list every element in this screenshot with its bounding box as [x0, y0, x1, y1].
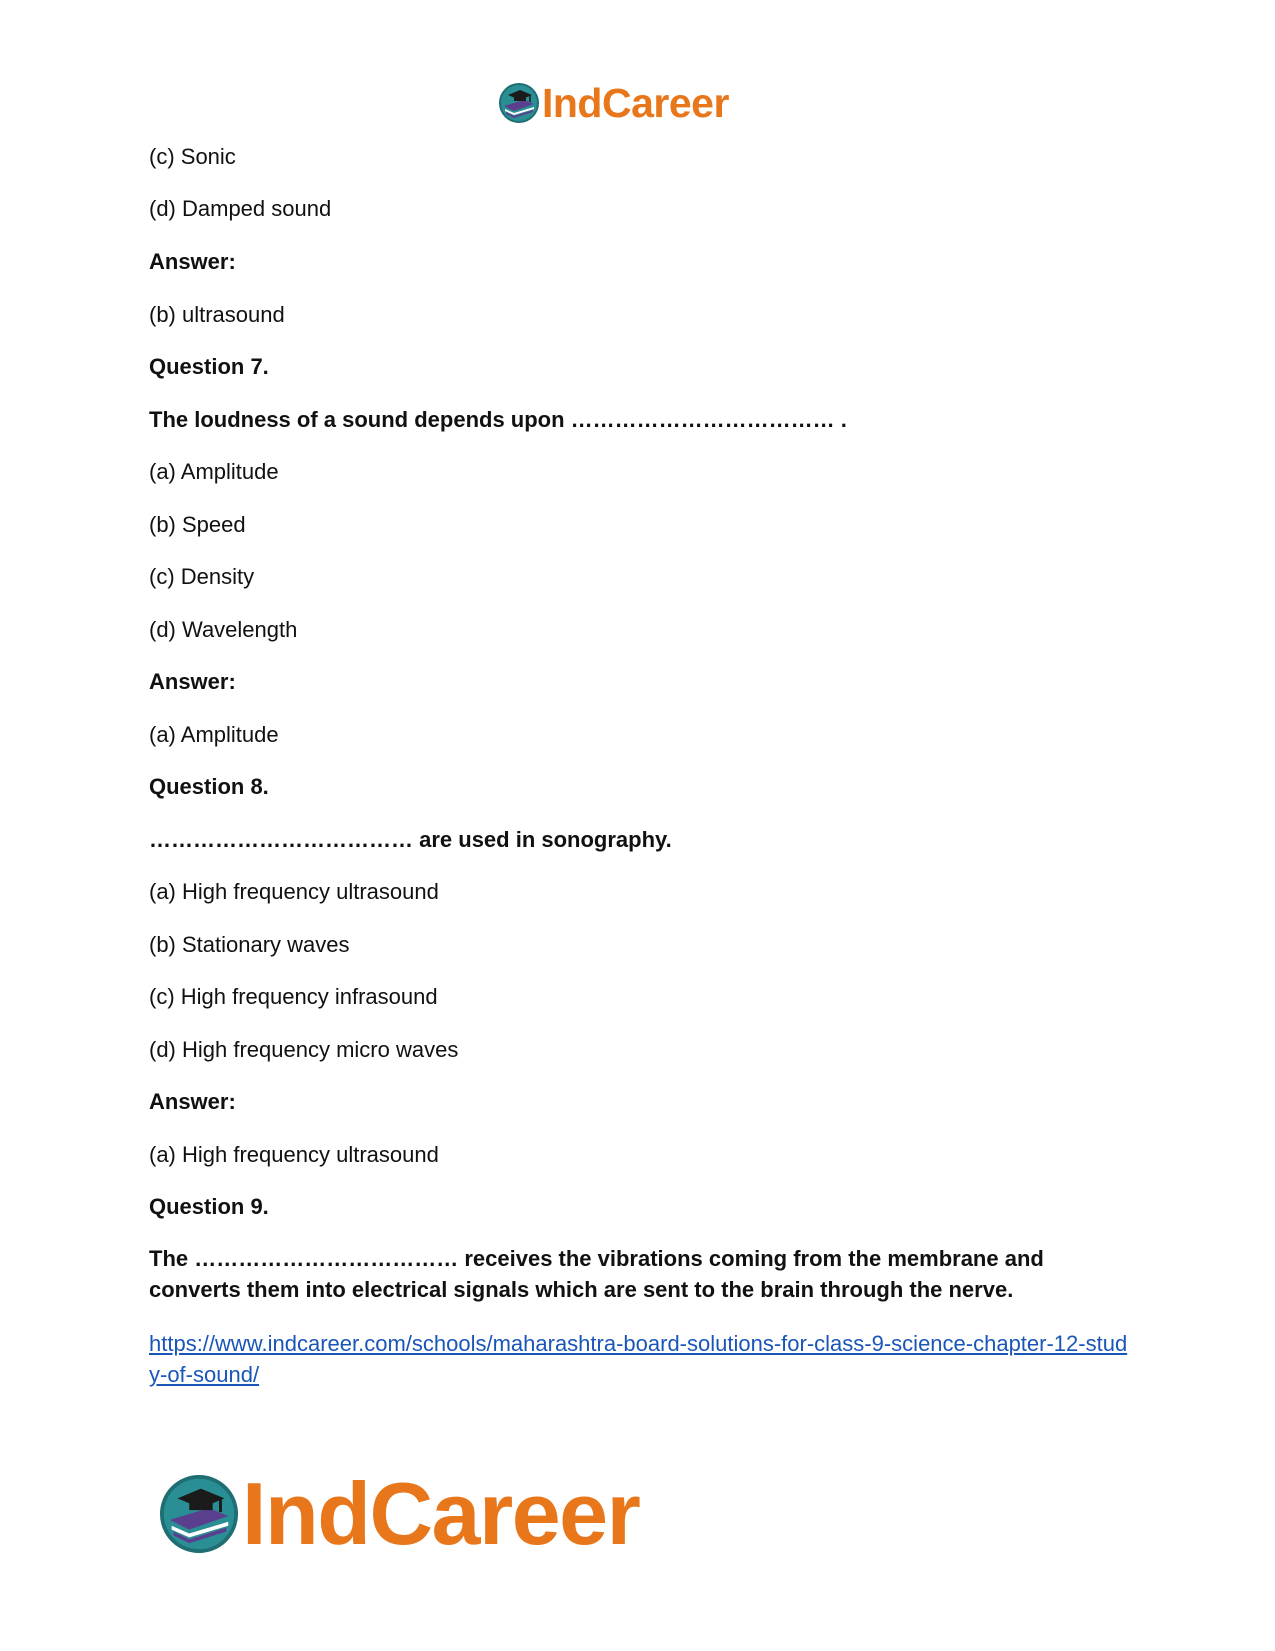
- q7-answer-label: Answer:: [149, 669, 236, 694]
- footer-logo-text: IndCareer: [242, 1464, 640, 1563]
- q9-question-text: The ……………………………… receives the vibrations coming from the membrane and converts them into electrical signals which are sent to the brain through the nerve.: [149, 1246, 1044, 1302]
- q7-answer: (a) Amplitude: [149, 722, 279, 747]
- q7-option-d: (d) Wavelength: [149, 617, 298, 642]
- q8-option-d: (d) High frequency micro waves: [149, 1037, 459, 1062]
- q7-question-text: The loudness of a sound depends upon ……………………………… .: [149, 407, 847, 432]
- q7-option-c: (c) Density: [149, 564, 255, 589]
- q8-option-c: (c) High frequency infrasound: [149, 984, 438, 1009]
- q6-answer-label: Answer:: [149, 249, 236, 274]
- graduation-book-emblem-icon: [158, 1473, 240, 1555]
- graduation-book-emblem-icon: [498, 82, 540, 124]
- q8-answer-label: Answer:: [149, 1089, 236, 1114]
- header-logo-text: IndCareer: [542, 79, 729, 126]
- q8-option-a: (a) High frequency ultrasound: [149, 879, 439, 904]
- q7-option-b: (b) Speed: [149, 512, 246, 537]
- source-link[interactable]: https://www.indcareer.com/schools/maharashtra-board-solutions-for-class-9-science-chapter-12-study-of-sound/: [149, 1331, 1128, 1387]
- q8-question-text: ……………………………… are used in sonography.: [149, 827, 672, 852]
- header-logo: [498, 78, 729, 128]
- q7-title: Question 7.: [149, 354, 269, 379]
- q7-option-a: (a) Amplitude: [149, 459, 279, 484]
- q6-option-c: (c) Sonic: [149, 144, 236, 169]
- q8-answer: (a) High frequency ultrasound: [149, 1142, 439, 1167]
- q6-option-d: (d) Damped sound: [149, 196, 332, 221]
- q8-option-b: (b) Stationary waves: [149, 932, 350, 957]
- q9-title: Question 9.: [149, 1194, 269, 1219]
- q6-answer: (b) ultrasound: [149, 302, 285, 327]
- q8-title: Question 8.: [149, 774, 269, 799]
- footer-logo: [158, 1466, 639, 1562]
